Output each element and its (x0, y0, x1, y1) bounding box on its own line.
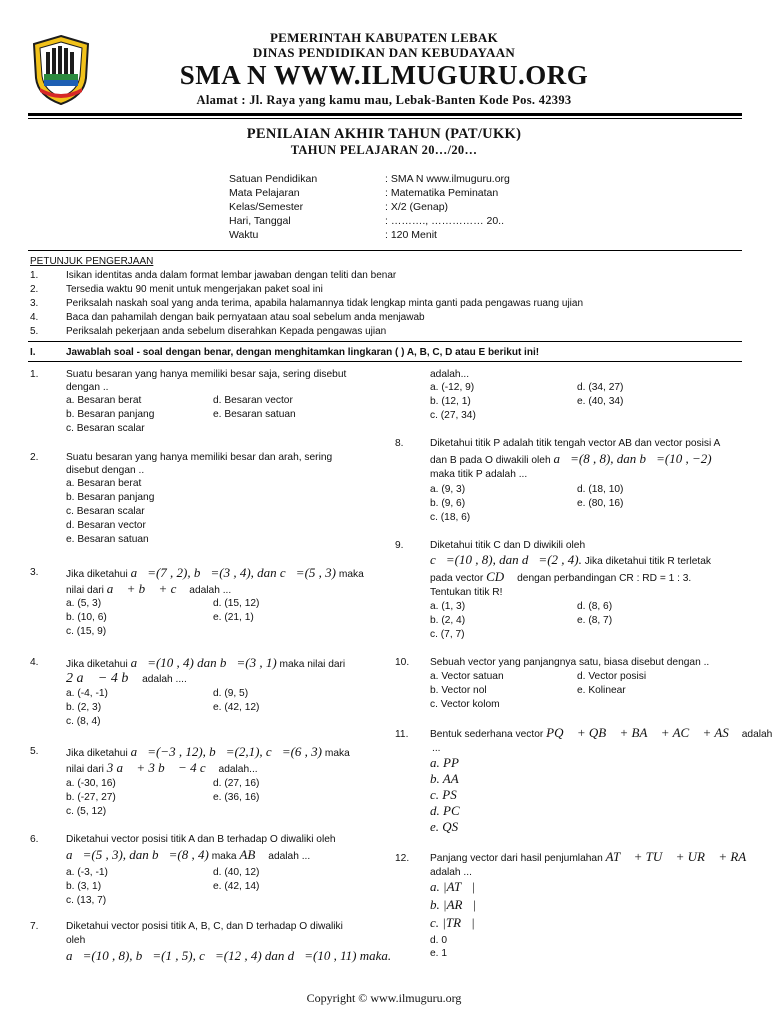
instructions-title: PETUNJUK PENGERJAAN (30, 256, 154, 267)
vector-expression: a⃗=(7 , 2), b⃗=(3 , 4), dan c⃗=(5 , 3) (130, 565, 336, 580)
question-text: oleh (66, 935, 86, 946)
option-c[interactable]: c. (27, 34) (430, 410, 476, 421)
option-b[interactable]: b. (2, 4) (430, 615, 466, 626)
question-text: Suatu besaran yang hanya memiliki besar dan arah, sering (66, 452, 333, 463)
meta-value: : ………., …………… 20.. (385, 215, 505, 227)
option-a[interactable]: a. (-30, 16) (66, 778, 116, 789)
question-text: ... (432, 743, 441, 754)
meta-label: Hari, Tanggal (229, 215, 291, 227)
question-number: 10. (395, 657, 410, 668)
option-a[interactable]: a. |AT⃗| (430, 879, 475, 894)
option-e[interactable]: e. (80, 16) (577, 498, 624, 509)
option-a[interactable]: a. (-12, 9) (430, 382, 475, 393)
vector-expression: PQ⃗ + QB⃗ + BA⃗ + AC⃗ + AS⃗ (546, 725, 739, 740)
option-c[interactable]: c. (8, 4) (66, 716, 101, 727)
meta-label: Waktu (229, 229, 259, 241)
question-text: adalah... (430, 369, 470, 380)
option-a[interactable]: a. (1, 3) (430, 601, 466, 612)
header-rule-thin (28, 118, 742, 119)
instructions-list (30, 269, 583, 339)
option-d[interactable]: d. PC⃗ (430, 803, 470, 818)
question-text: Diketahui titik C dan D diwikili oleh (430, 540, 586, 551)
question-number: 4. (30, 657, 39, 668)
vector-expression: a⃗=(8 , 8), dan b⃗=(10 , −2) (553, 451, 712, 466)
meta-rule (28, 250, 742, 251)
vector-expression: a⃗=(10 , 4) dan b⃗=(3 , 1) (130, 655, 277, 670)
option-a[interactable]: a. PP⃗ (430, 755, 469, 770)
option-c[interactable]: c. PS⃗ (430, 787, 467, 802)
option-c[interactable]: c. (18, 6) (430, 512, 471, 523)
option-a[interactable]: a. (9, 3) (430, 484, 466, 495)
vector-expression: a⃗ + b⃗ + c⃗ (106, 581, 187, 596)
option-a[interactable]: a. Vector satuan (430, 671, 504, 682)
option-e[interactable]: e. (21, 1) (213, 612, 254, 623)
option-e[interactable]: e. (42, 14) (213, 881, 260, 892)
exam-year: TAHUN PELAJARAN 20…/20… (290, 143, 478, 157)
option-e[interactable]: e. (8, 7) (577, 615, 613, 626)
question-number: 5. (30, 746, 39, 757)
vector-expression: a⃗=(10 , 8), b⃗=(1 , 5), c⃗=(12 , 4) dan d⃗=(10 , 11) maka. (66, 948, 392, 963)
option-e[interactable]: e. (42, 12) (213, 702, 260, 713)
vector-expression: CD⃗ (486, 569, 515, 584)
option-b[interactable]: b. (9, 6) (430, 498, 466, 509)
question-number: 12. (395, 853, 410, 864)
section-rule (28, 361, 742, 362)
question-text: a⃗=(5 , 3), dan b⃗=(8 , 4) maka AB⃗ adalah ... (66, 847, 311, 862)
question-text (66, 949, 391, 965)
option-d[interactable]: d. (15, 12) (213, 598, 260, 609)
section-number: I. (30, 347, 36, 358)
vector-expression: a⃗=(−3 , 12), b⃗=(2,1), c⃗=(6 , 3) (130, 744, 322, 759)
school-name: SMA N WWW.ILMUGURU.ORG (179, 60, 589, 90)
option-c[interactable]: c. Besaran scalar (66, 506, 145, 517)
question-text: 2 a⃗ − 4 b⃗ adalah .... (66, 671, 187, 686)
question-number: 9. (395, 540, 404, 551)
option-a[interactable]: a. (-4, -1) (66, 688, 108, 699)
option-c[interactable]: c. Besaran scalar (66, 423, 145, 434)
option-b[interactable]: b. (10, 6) (66, 612, 107, 623)
question-number: 8. (395, 438, 404, 449)
option-c[interactable]: c. (13, 7) (66, 895, 107, 906)
question-text: Tentukan titik R! (430, 587, 503, 598)
meta-labels (229, 172, 317, 242)
question-text: dengan .. (66, 382, 109, 393)
vector-expression: 3 a⃗ + 3 b⃗ − 4 c⃗ (106, 760, 216, 775)
instruction-item: 4. Baca dan pahamilah dengan baik pernyataan atau soal sebelum anda menjawab (30, 312, 425, 323)
header-line-2: DINAS PENDIDIKAN DAN KEBUDAYAAN (252, 45, 516, 60)
vector-expression: 2 a⃗ − 4 b⃗ (66, 671, 140, 686)
vector-expression: AT⃗ + TU⃗ + UR⃗ + RA⃗ (605, 849, 757, 864)
option-d[interactable]: d. Besaran vector (66, 520, 146, 531)
option-d[interactable]: d. Besaran vector (213, 395, 293, 406)
option-c[interactable]: c. (5, 12) (66, 806, 107, 817)
question-number: 7. (30, 921, 39, 932)
option-e[interactable]: e. Kolinear (577, 685, 626, 696)
question-number: 6. (30, 834, 39, 845)
option-d[interactable]: d. Vector posisi (577, 671, 647, 682)
option-c[interactable]: c. (15, 9) (66, 626, 107, 637)
question-text: dan B pada O diwakili oleh a⃗=(8 , 8), dan b⃗=(10 , −2) (430, 451, 712, 466)
question-text: Sebuah vector yang panjangnya satu, biasa disebut dengan .. (430, 657, 710, 668)
meta-value: : 120 Menit (385, 229, 437, 241)
question-text: Panjang vector dari hasil penjumlahan AT⃗ + TU⃗ + UR⃗ + RA⃗ (430, 849, 757, 864)
question-number: 3. (30, 567, 39, 578)
option-e[interactable]: e. QS⃗ (430, 819, 469, 834)
option-b[interactable]: b. |AR⃗| (430, 897, 477, 912)
footer-copyright: Copyright © www.ilmuguru.org (306, 991, 462, 1005)
option-a[interactable]: a. (-3, -1) (66, 867, 108, 878)
meta-value: : X/2 (Genap) (385, 201, 449, 213)
question-text: disebut dengan .. (66, 465, 145, 476)
option-c[interactable]: c. Vector kolom (430, 699, 500, 710)
meta-label: Satuan Pendidikan (229, 173, 318, 185)
question-text: Diketahui titik P adalah titik tengah vector AB dan vector posisi A (430, 438, 721, 449)
instructions-rule (28, 341, 742, 342)
question-text: Suatu besaran yang hanya memiliki besar saja, sering disebut (66, 369, 347, 380)
option-a[interactable]: a. (5, 3) (66, 598, 102, 609)
option-d[interactable]: d. (27, 16) (213, 778, 260, 789)
header-line-1: PEMERINTAH KABUPATEN LEBAK (269, 30, 499, 45)
question-text: nilai dari 3 a⃗ + 3 b⃗ − 4 c⃗ adalah... (66, 760, 258, 775)
option-a[interactable]: a. Besaran berat (66, 395, 142, 406)
section-instruction: Jawablah soal - soal dengan benar, dengan menghitamkan lingkaran ( ) A, B, C, D atau E berikut ini! (66, 347, 540, 358)
option-d[interactable]: d. (40, 12) (213, 867, 260, 878)
option-c[interactable]: c. (7, 7) (430, 629, 465, 640)
option-b[interactable]: b. AA⃗ (430, 771, 469, 786)
question-text: maka titik P adalah ... (430, 469, 528, 480)
option-d[interactable]: d. (34, 27) (577, 382, 624, 393)
question-text: Diketahui vector posisi titik A, B, C, dan D terhadap O diwaliki (66, 921, 343, 932)
meta-values (385, 172, 510, 242)
option-b[interactable]: b. (12, 1) (430, 396, 471, 407)
meta-label: Kelas/Semester (229, 201, 304, 213)
meta-value: : SMA N www.ilmuguru.org (385, 173, 510, 185)
option-d[interactable]: d. (9, 5) (213, 688, 249, 699)
exam-title: PENILAIAN AKHIR TAHUN (PAT/UKK) (246, 126, 522, 142)
vector-expression: a⃗=(5 , 3), dan b⃗=(8 , 4) (66, 847, 209, 862)
option-b[interactable]: b. Besaran panjang (66, 409, 155, 420)
option-b[interactable]: b. Vector nol (430, 685, 487, 696)
question-text: pada vector CD⃗ dengan perbandingan CR : RD = 1 : 3. (430, 569, 692, 584)
meta-label: Mata Pelajaran (229, 187, 300, 199)
question-number: 2. (30, 452, 39, 463)
meta-value: : Matematika Peminatan (385, 187, 499, 199)
option-b[interactable]: b. (3, 1) (66, 881, 102, 892)
option-e[interactable]: e. Besaran satuan (66, 534, 149, 545)
option-d[interactable]: d. (8, 6) (577, 601, 613, 612)
option-e[interactable]: e. (40, 34) (577, 396, 624, 407)
vector-expression: AB⃗ (239, 847, 266, 862)
question-text: Bentuk sederhana vector PQ⃗ + QB⃗ + BA⃗ + AC⃗ + AS⃗ adalah (430, 725, 772, 740)
question-text: Diketahui vector posisi titik A dan B terhadap O diwaliki oleh (66, 834, 336, 845)
option-c[interactable]: c. |TR⃗| (430, 915, 475, 930)
option-b[interactable]: b. (-27, 27) (66, 792, 116, 803)
question-text: Jika diketahui a⃗=(7 , 2), b⃗=(3 , 4), dan c⃗=(5 , 3) maka (66, 565, 364, 580)
question-text: c⃗=(10 , 8), dan d⃗=(2 , 4). Jika diketahui titik R terletak (430, 552, 711, 567)
option-a[interactable]: a. Besaran berat (66, 478, 142, 489)
option-e[interactable]: e. 1 (430, 948, 447, 959)
instruction-item: 3. Periksalah naskah soal yang anda terima, apabila halamannya tidak lengkap minta ganti pada pengawas ruang ujian (30, 298, 584, 309)
header-rule-thick (28, 113, 742, 116)
question-number: 11. (395, 729, 409, 740)
question-text: Jika diketahui a⃗=(−3 , 12), b⃗=(2,1), c⃗=(6 , 3) maka (66, 744, 350, 759)
option-b[interactable]: b. Besaran panjang (66, 492, 155, 503)
school-address: Alamat : Jl. Raya yang kamu mau, Lebak-Banten Kode Pos. 42393 (196, 93, 572, 107)
instruction-item: 1. Isikan identitas anda dalam format lembar jawaban dengan teliti dan benar (30, 270, 397, 281)
option-d[interactable]: d. (18, 10) (577, 484, 624, 495)
vector-expression: c⃗=(10 , 8), dan d⃗=(2 , 4). (430, 552, 582, 567)
question-text: nilai dari a⃗ + b⃗ + c⃗ adalah ... (66, 581, 232, 596)
instruction-item: 5. Periksalah pekerjaan anda sebelum diserahkan Kepada pengawas ujian (30, 326, 387, 337)
option-e[interactable]: e. Besaran satuan (213, 409, 296, 420)
question-number: 1. (30, 369, 39, 380)
option-b[interactable]: b. (2, 3) (66, 702, 102, 713)
question-text: Jika diketahui a⃗=(10 , 4) dan b⃗=(3 , 1) maka nilai dari (66, 655, 346, 670)
question-text: adalah ... (430, 867, 472, 878)
instruction-item: 2. Tersedia waktu 90 menit untuk mengerjakan paket soal ini (30, 284, 323, 295)
option-e[interactable]: e. (36, 16) (213, 792, 260, 803)
option-d[interactable]: d. 0 (430, 935, 447, 946)
